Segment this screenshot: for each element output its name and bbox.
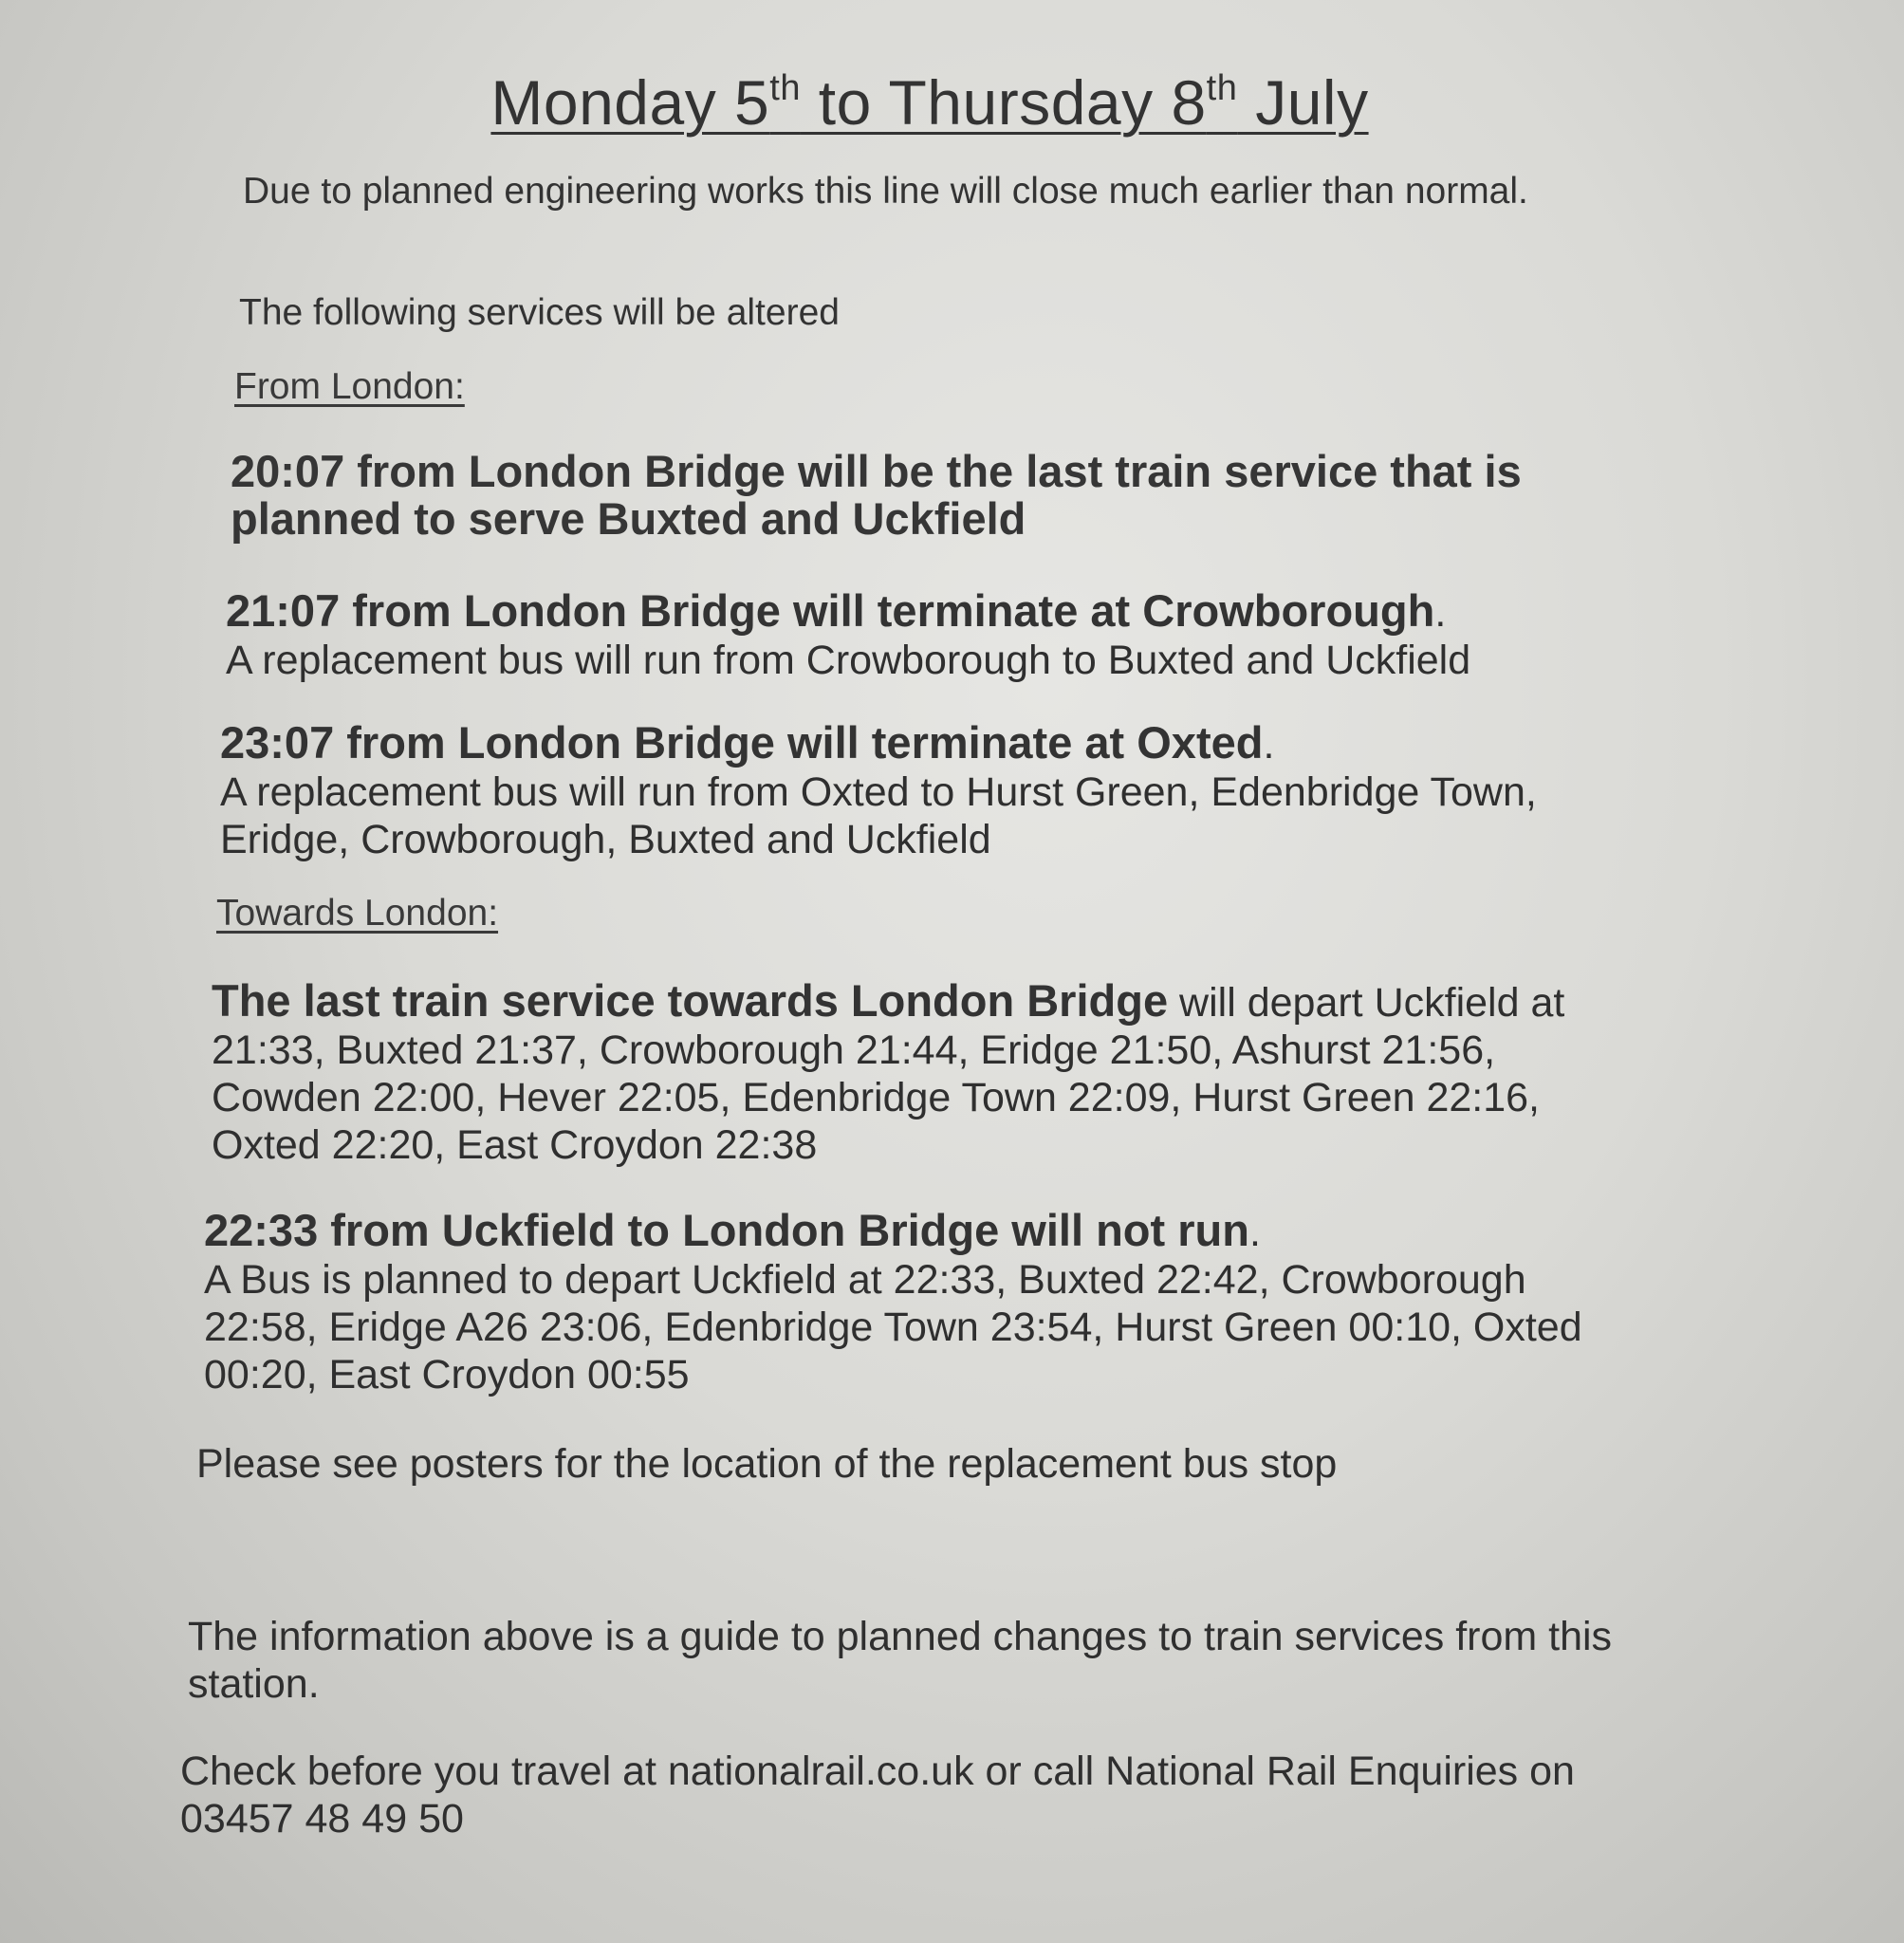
title-month: July bbox=[1237, 67, 1369, 138]
check-paragraph: Check before you travel at nationalrail.co.uk or call National Rail Enquiries on 03457 48 49 50 bbox=[180, 1749, 1575, 1841]
title-ordinal-2: th bbox=[1206, 68, 1238, 108]
guide-paragraph: The information above is a guide to planned changes to train services from this station. bbox=[188, 1614, 1613, 1707]
towards-service-2-bold: 22:33 from Uckfield to London Bridge will not run bbox=[204, 1205, 1249, 1255]
title-ordinal-1: th bbox=[769, 68, 801, 108]
service-3-bold: 23:07 from London Bridge will terminate at Oxted bbox=[220, 717, 1264, 768]
towards-service-1-bold: The last train service towards London Bridge bbox=[212, 975, 1169, 1026]
title-middle: to Thursday 8 bbox=[800, 67, 1207, 138]
from-london-heading: From London: bbox=[234, 366, 465, 407]
from-london-service-1: 20:07 from London Bridge will be the last train service that is planned to serve Buxted and Uckfield bbox=[231, 446, 1522, 544]
title-text bbox=[490, 67, 1368, 138]
altered-paragraph: The following services will be altered bbox=[239, 292, 840, 333]
towards-london-service-2: 22:33 from Uckfield to London Bridge will not run. A Bus is planned to depart Uckfield at 22:33, Buxted 22:42, Crowborough 22:58, Eridge A26 23:06, Edenbridge Town 23:54, Hurst Green 00:10, Oxted 00:20, East Croydon 00:55 bbox=[204, 1205, 1582, 1397]
towards-london-service-1 bbox=[212, 977, 1616, 1169]
posters-paragraph: Please see posters for the location of the replacement bus stop bbox=[196, 1441, 1338, 1487]
notice-title bbox=[0, 65, 1859, 140]
title-monday: Monday 5 bbox=[490, 67, 770, 138]
from-london-service-3: 23:07 from London Bridge will terminate at Oxted. A replacement bus will run from Oxted to Hurst Green, Edenbridge Town, Eridge, Crowborough, Buxted and Uckfield bbox=[220, 717, 1537, 862]
towards-service-2-detail: A Bus is planned to depart Uckfield at 22:33, Buxted 22:42, Crowborough 22:58, Eridge A26 23:06, Edenbridge Town 23:54, Hurst Green 00:10, Oxted 00:20, East Croydon 00:55 bbox=[204, 1257, 1582, 1397]
towards-london-heading: Towards London: bbox=[216, 893, 499, 934]
intro-paragraph: Due to planned engineering works this line will close much earlier than normal. bbox=[243, 171, 1528, 212]
service-2-detail: A replacement bus will run from Crowborough to Buxted and Uckfield bbox=[226, 638, 1471, 683]
towards-service-1-detail: will depart Uckfield at 21:33, Buxted 21:37, Crowborough 21:44, Eridge 21:50, Ashurst 21:56, Cowden 22:00, Hever 22:05, Edenbridge Town 22:09, Hurst Green 22:16, Oxted 22:20, East Croydon 22:38 bbox=[212, 980, 1565, 1168]
service-2-bold: 21:07 from London Bridge will terminate at Crowborough bbox=[226, 585, 1435, 636]
from-london-service-2: 21:07 from London Bridge will terminate at Crowborough. A replacement bus will run from Crowborough to Buxted and Uckfield bbox=[226, 585, 1471, 683]
service-3-detail: A replacement bus will run from Oxted to Hurst Green, Edenbridge Town, Eridge, Crowborough, Buxted and Uckfield bbox=[220, 769, 1537, 862]
